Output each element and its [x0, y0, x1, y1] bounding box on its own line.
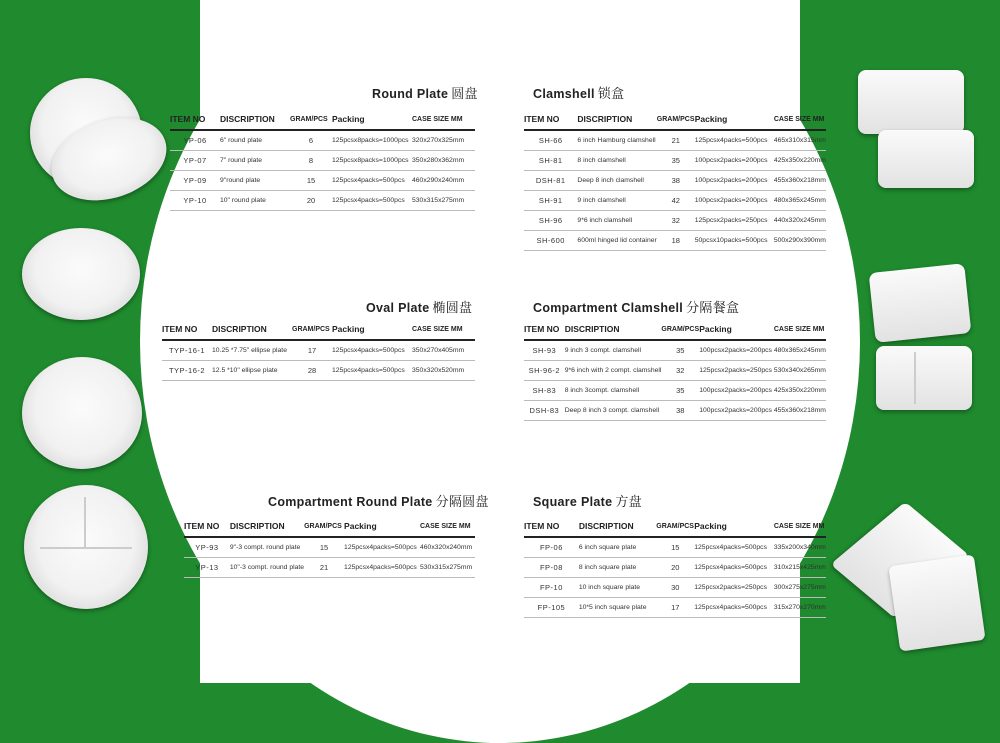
header-gram: GRAM/PCS: [292, 324, 332, 340]
square-plate-table: [524, 521, 826, 618]
header-case: CASE SIZE MM: [774, 114, 826, 130]
cell-desc: 8 inch 3compt. clamshell: [565, 381, 662, 401]
table-row: [162, 340, 475, 361]
clamshell-photo: [858, 70, 964, 134]
header-item: ITEM NO: [170, 114, 220, 130]
cell-gram: 32: [657, 211, 695, 231]
table-row: [524, 130, 826, 151]
cell-id: SH-96: [524, 211, 577, 231]
cell-id: SH-93: [524, 340, 565, 361]
cell-gram: 17: [292, 340, 332, 361]
cell-desc: 10*5 inch square plate: [579, 598, 656, 618]
cell-id: DSH-83: [524, 401, 565, 421]
cell-case: 480x365x245mm: [774, 340, 826, 361]
table-row: [524, 191, 826, 211]
cell-desc: 10 inch square plate: [579, 578, 656, 598]
table-row: [524, 401, 826, 421]
cell-gram: 30: [656, 578, 694, 598]
cell-gram: 18: [657, 231, 695, 251]
cell-id: FP-06: [524, 537, 579, 558]
cell-id: TYP-16-2: [162, 361, 212, 381]
cell-id: YP-06: [170, 130, 220, 151]
cell-desc: 9 inch 3 compt. clamshell: [565, 340, 662, 361]
cell-case: 440x320x245mm: [774, 211, 826, 231]
header-desc: DISCRIPTION: [565, 324, 662, 340]
cell-case: 530x315x275mm: [420, 558, 475, 578]
cell-desc: 9 inch clamshell: [577, 191, 656, 211]
cell-packing: 100pcsx2packs=200pcs: [699, 340, 774, 361]
cell-desc: 6 inch square plate: [579, 537, 656, 558]
header-item: ITEM NO: [524, 521, 579, 537]
cell-id: YP-10: [170, 191, 220, 211]
header-packing: Packing: [695, 114, 774, 130]
cell-case: 530x315x275mm: [412, 191, 475, 211]
round-plate-large-image: [22, 357, 142, 469]
table-row: [524, 361, 826, 381]
header-packing: Packing: [332, 114, 412, 130]
cell-desc: 8 inch clamshell: [577, 151, 656, 171]
cell-id: SH-96-2: [524, 361, 565, 381]
round-plate-table: [170, 114, 475, 211]
cell-case: 310x215x425mm: [774, 558, 826, 578]
cell-packing: 100pcsx2packs=200pcs: [695, 151, 774, 171]
cell-id: DSH-81: [524, 171, 577, 191]
clamshell-title: Clamshell 锁盒: [533, 87, 625, 102]
header-item: ITEM NO: [524, 324, 565, 340]
cell-id: YP-13: [184, 558, 230, 578]
table-row: [524, 151, 826, 171]
cell-gram: 21: [657, 130, 695, 151]
cell-id: SH-66: [524, 130, 577, 151]
cell-packing: 125pcsx8packs=1000pcs: [332, 130, 412, 151]
header-packing: Packing: [332, 324, 412, 340]
table-row: [170, 130, 475, 151]
oval-plate-table: [162, 324, 475, 381]
cell-desc: 8 inch square plate: [579, 558, 656, 578]
compartment-clamshell-table: [524, 324, 826, 421]
cell-packing: 125pcsx2packs=250pcs: [694, 578, 774, 598]
divider: [84, 497, 86, 549]
cell-gram: 15: [290, 171, 332, 191]
divider: [914, 352, 916, 404]
compartment-round-plate-table: [184, 521, 475, 578]
table-row: [170, 151, 475, 171]
cell-packing: 125pcsx2packs=250pcs: [699, 361, 774, 381]
table-row: [184, 558, 475, 578]
cell-desc: 6 inch Hamburg clamshell: [577, 130, 656, 151]
cell-case: 460x320x240mm: [420, 537, 475, 558]
cell-packing: 125pcsx4packs=500pcs: [694, 558, 774, 578]
clamshell-table: [524, 114, 826, 251]
clamshell-photo: [876, 346, 972, 410]
cell-packing: 100pcsx2packs=200pcs: [695, 171, 774, 191]
table-row: [184, 537, 475, 558]
cell-packing: 125pcsx4packs=500pcs: [332, 171, 412, 191]
cell-case: 425x350x220mm: [774, 381, 826, 401]
cell-case: 480x365x245mm: [774, 191, 826, 211]
table-row: [524, 381, 826, 401]
header-desc: DISCRIPTION: [220, 114, 290, 130]
cell-packing: 125pcsx4packs=500pcs: [695, 130, 774, 151]
cell-case: 300x275x275mm: [774, 578, 826, 598]
cell-desc: 12.5 *10" ellipse plate: [212, 361, 292, 381]
table-row: [524, 558, 826, 578]
cell-desc: 9"-3 compt. round plate: [230, 537, 304, 558]
cell-packing: 100pcsx2packs=200pcs: [695, 191, 774, 211]
cell-desc: 9"round plate: [220, 171, 290, 191]
cell-id: YP-93: [184, 537, 230, 558]
header-gram: GRAM/PCS: [290, 114, 332, 130]
cell-packing: 125pcsx4packs=500pcs: [332, 361, 412, 381]
clamshell-photo: [869, 263, 972, 343]
header-item: ITEM NO: [184, 521, 230, 537]
header-item: ITEM NO: [524, 114, 577, 130]
compartment-clamshell-title: Compartment Clamshell 分隔餐盒: [533, 301, 740, 316]
cell-case: 350x270x405mm: [412, 340, 475, 361]
cell-id: FP-08: [524, 558, 579, 578]
cell-case: 335x200x340mm: [774, 537, 826, 558]
cell-case: 455x360x218mm: [774, 171, 826, 191]
header-case: CASE SIZE MM: [420, 521, 475, 537]
table-row: [524, 578, 826, 598]
cell-desc: 10" round plate: [220, 191, 290, 211]
cell-gram: 32: [661, 361, 699, 381]
cell-gram: 20: [290, 191, 332, 211]
cell-gram: 38: [661, 401, 699, 421]
cell-id: SH-91: [524, 191, 577, 211]
table-row: [524, 231, 826, 251]
table-row: [524, 171, 826, 191]
cell-desc: 600ml hinged lid container: [577, 231, 656, 251]
cell-case: 455x360x218mm: [774, 401, 826, 421]
table-row: [524, 340, 826, 361]
header-gram: GRAM/PCS: [657, 114, 695, 130]
cell-id: SH-600: [524, 231, 577, 251]
cell-case: 350x320x520mm: [412, 361, 475, 381]
header-desc: DISCRIPTION: [230, 521, 304, 537]
cell-case: 465x310x315mm: [774, 130, 826, 151]
cell-id: YP-07: [170, 151, 220, 171]
cell-gram: 6: [290, 130, 332, 151]
cell-gram: 8: [290, 151, 332, 171]
table-row: [170, 191, 475, 211]
cell-gram: 42: [657, 191, 695, 211]
compartment-plate-image: [24, 485, 148, 609]
cell-gram: 15: [656, 537, 694, 558]
table-row: [524, 598, 826, 618]
header-case: CASE SIZE MM: [412, 114, 475, 130]
header-gram: GRAM/PCS: [656, 521, 694, 537]
cell-id: TYP-16-1: [162, 340, 212, 361]
cell-packing: 100pcsx2packs=200pcs: [699, 401, 774, 421]
table-row: [170, 171, 475, 191]
cell-gram: 35: [661, 340, 699, 361]
header-desc: DISCRIPTION: [579, 521, 656, 537]
square-plate-photo: [888, 554, 985, 651]
compartment-round-plate-title: Compartment Round Plate 分隔圆盘: [268, 495, 489, 510]
cell-case: 500x290x390mm: [774, 231, 826, 251]
header-case: CASE SIZE MM: [412, 324, 475, 340]
cell-case: 320x270x325mm: [412, 130, 475, 151]
cell-desc: 7" round plate: [220, 151, 290, 171]
cell-packing: 125pcsx8packs=1000pcs: [332, 151, 412, 171]
cell-gram: 28: [292, 361, 332, 381]
cell-packing: 125pcsx4packs=500pcs: [344, 558, 420, 578]
oval-plate-title: Oval Plate 椭圆盘: [366, 301, 473, 316]
header-gram: GRAM/PCS: [304, 521, 344, 537]
cell-desc: 9*6 inch clamshell: [577, 211, 656, 231]
table-row: [524, 537, 826, 558]
cell-packing: 125pcsx4packs=500pcs: [694, 537, 774, 558]
header-packing: Packing: [699, 324, 774, 340]
cell-packing: 50pcsx10packs=500pcs: [695, 231, 774, 251]
table-row: [524, 211, 826, 231]
divider: [40, 547, 132, 549]
cell-case: 460x290x240mm: [412, 171, 475, 191]
header-packing: Packing: [344, 521, 420, 537]
cell-desc: 10.25 *7.75" ellipse plate: [212, 340, 292, 361]
cell-packing: 125pcsx4packs=500pcs: [332, 191, 412, 211]
cell-id: YP-09: [170, 171, 220, 191]
header-gram: GRAM/PCS: [661, 324, 699, 340]
cell-gram: 17: [656, 598, 694, 618]
cell-packing: 125pcsx4packs=500pcs: [694, 598, 774, 618]
cell-packing: 125pcsx4packs=500pcs: [332, 340, 412, 361]
cell-packing: 125pcsx2packs=250pcs: [695, 211, 774, 231]
cell-desc: 9*6 inch with 2 compt. clamshell: [565, 361, 662, 381]
cell-gram: 35: [657, 151, 695, 171]
round-plate-title: Round Plate 圆盘: [372, 87, 478, 102]
cell-desc: 6" round plate: [220, 130, 290, 151]
cell-packing: 125pcsx4packs=500pcs: [344, 537, 420, 558]
clamshell-photo: [878, 130, 974, 188]
header-desc: DISCRIPTION: [212, 324, 292, 340]
header-case: CASE SIZE MM: [774, 521, 826, 537]
header-case: CASE SIZE MM: [774, 324, 826, 340]
cell-id: SH-83: [524, 381, 565, 401]
header-desc: DISCRIPTION: [577, 114, 656, 130]
square-plate-title: Square Plate 方盘: [533, 495, 642, 510]
cell-id: FP-10: [524, 578, 579, 598]
cell-id: FP-105: [524, 598, 579, 618]
cell-packing: 100pcsx2packs=200pcs: [699, 381, 774, 401]
header-item: ITEM NO: [162, 324, 212, 340]
cell-gram: 20: [656, 558, 694, 578]
cell-gram: 21: [304, 558, 344, 578]
header-packing: Packing: [694, 521, 774, 537]
cell-case: 425x350x220mm: [774, 151, 826, 171]
cell-desc: Deep 8 inch clamshell: [577, 171, 656, 191]
cell-desc: Deep 8 inch 3 compt. clamshell: [565, 401, 662, 421]
cell-gram: 35: [661, 381, 699, 401]
cell-desc: 10"-3 compt. round plate: [230, 558, 304, 578]
cell-case: 530x340x265mm: [774, 361, 826, 381]
oval-plate-image: [22, 228, 140, 320]
cell-case: 315x270x270mm: [774, 598, 826, 618]
cell-case: 350x280x362mm: [412, 151, 475, 171]
cell-id: SH-81: [524, 151, 577, 171]
cell-gram: 38: [657, 171, 695, 191]
cell-gram: 15: [304, 537, 344, 558]
table-row: [162, 361, 475, 381]
